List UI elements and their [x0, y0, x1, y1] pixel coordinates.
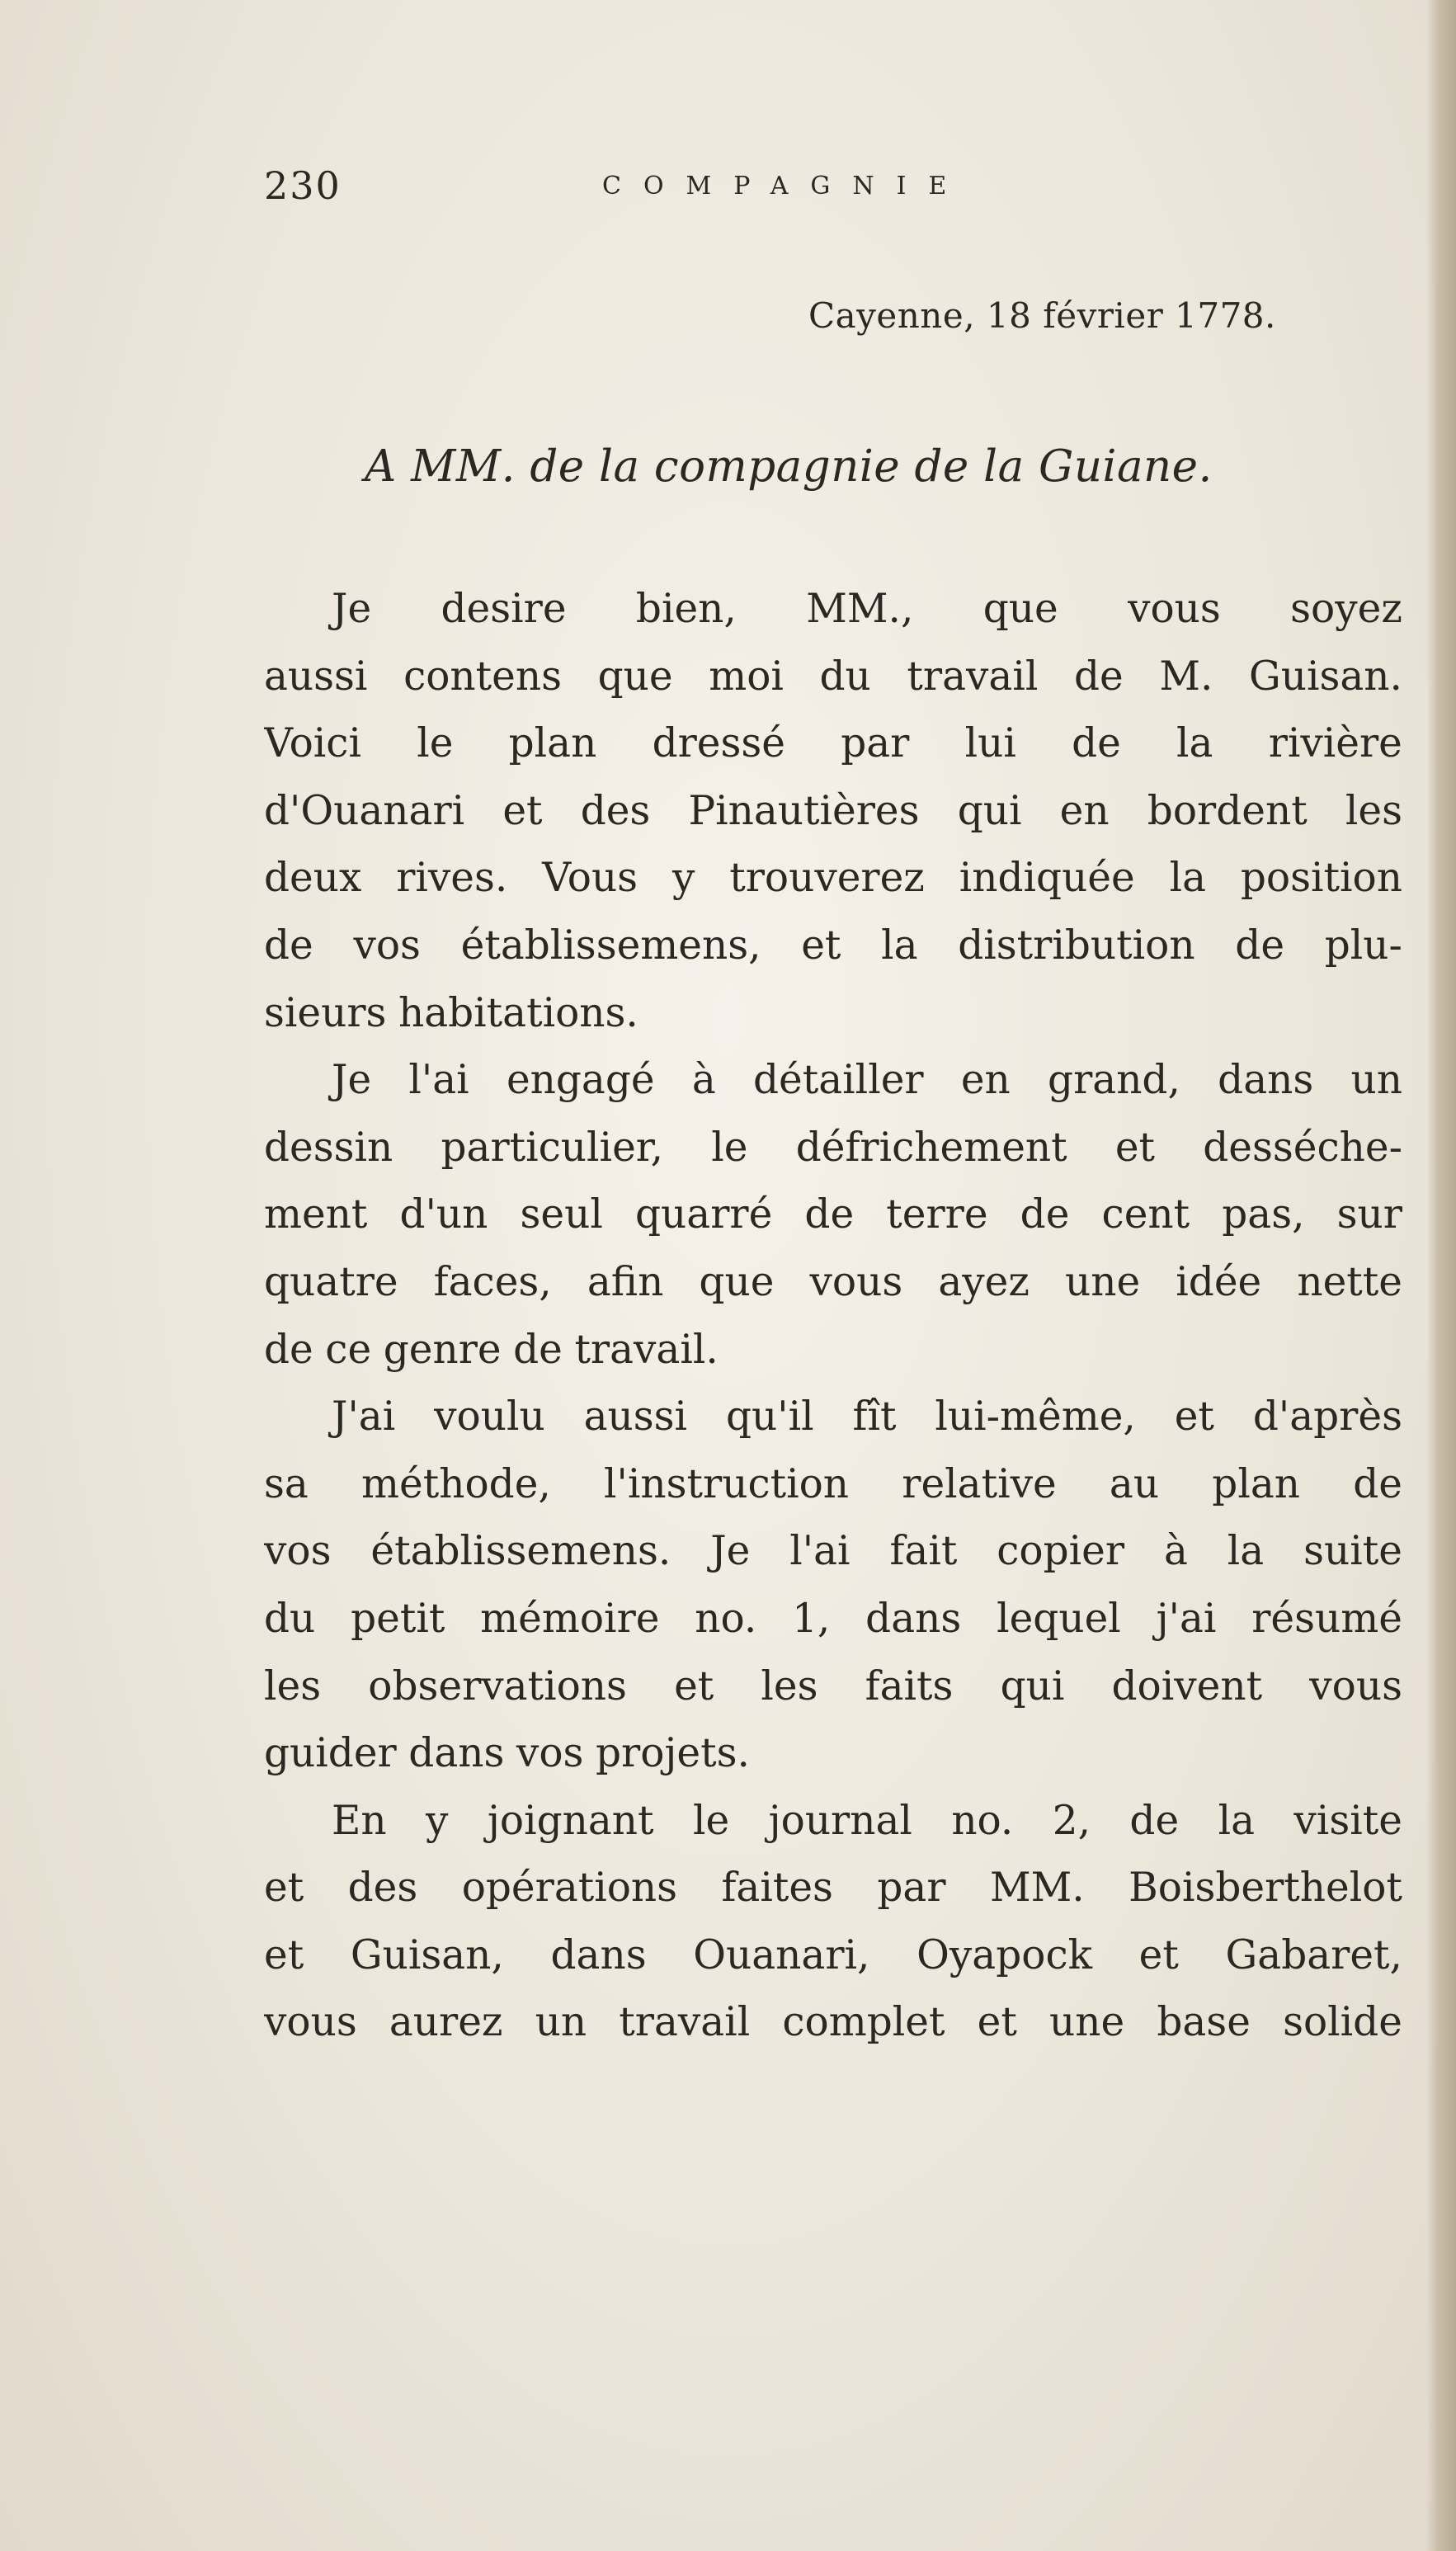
word: Je [332, 1057, 372, 1104]
word: le [692, 1797, 730, 1844]
word: suite [1303, 1528, 1402, 1575]
letter-dateline: Cayenne, 18 février 1778. [808, 295, 1276, 336]
word: travail [619, 1999, 751, 2046]
word: sa [264, 1460, 309, 1507]
word: l'instruction [604, 1460, 850, 1507]
word: Guisan, [350, 1931, 504, 1978]
word: faites [721, 1865, 833, 1912]
text-line [264, 644, 1402, 711]
word: aussi [583, 1393, 688, 1441]
word: no. [695, 1595, 757, 1642]
running-head: COMPAGNIE [602, 172, 969, 200]
word: dans [408, 1730, 505, 1777]
word: vous [1128, 586, 1221, 632]
text-line [264, 1047, 1402, 1115]
word: contens [403, 653, 562, 700]
text-line [264, 1384, 1402, 1451]
word: J'ai [332, 1393, 396, 1441]
word: par [841, 720, 910, 767]
word: ment [264, 1191, 368, 1238]
word: qu'il [725, 1393, 814, 1441]
word: établissemens, [460, 922, 761, 969]
letter-salutation: A MM. de la compagnie de la Guiane. [365, 441, 1213, 492]
word: et [674, 1662, 714, 1709]
text-line [264, 1788, 1402, 1855]
word: joignant [487, 1797, 654, 1844]
word: le [711, 1124, 748, 1171]
word: afin [587, 1258, 664, 1305]
word: pas, [1222, 1191, 1305, 1238]
word: de [1073, 653, 1124, 700]
word: les [761, 1662, 818, 1709]
word: y [426, 1797, 449, 1844]
word: l'ai [408, 1057, 469, 1104]
word: aussi [264, 653, 368, 700]
word: de [1129, 1797, 1180, 1844]
word: quarré [635, 1191, 773, 1238]
word: les [1345, 787, 1402, 834]
word: soyez [1290, 586, 1402, 632]
text-line [264, 1518, 1402, 1586]
word: une [1065, 1258, 1141, 1305]
word: et [502, 787, 543, 834]
word: bien, [635, 586, 737, 632]
text-line [264, 845, 1402, 912]
word: guider [264, 1730, 397, 1777]
word: de [264, 922, 313, 969]
word: MM., [806, 586, 914, 632]
word: qui [957, 787, 1022, 834]
word: la [881, 922, 918, 969]
word: que [597, 653, 673, 700]
word: faces, [433, 1258, 552, 1305]
word: Gabaret, [1225, 1931, 1402, 1978]
word: no. [951, 1797, 1014, 1844]
text-line [264, 1451, 1402, 1519]
word: d'après [1252, 1393, 1402, 1441]
word: dessin [264, 1124, 393, 1171]
word: un [535, 1999, 587, 2046]
word: lequel [997, 1595, 1121, 1642]
text-line [264, 576, 1402, 644]
word: la [1218, 1797, 1255, 1844]
word: desséche- [1203, 1124, 1402, 1171]
word: rives. [396, 855, 508, 902]
word: cent [1101, 1191, 1190, 1238]
word: desire [441, 586, 567, 632]
word: MM. [989, 1865, 1085, 1912]
word: et [801, 922, 841, 969]
page-number: 230 [264, 163, 342, 208]
word: En [332, 1797, 387, 1844]
word: vos [264, 1528, 332, 1575]
word: et [264, 1931, 304, 1978]
word: le [417, 720, 454, 767]
word: de [1072, 720, 1121, 767]
word: à [1163, 1528, 1188, 1575]
word: rivière [1268, 720, 1402, 767]
word: de [804, 1191, 855, 1238]
text-line [264, 912, 1402, 980]
text-line [264, 980, 1402, 1048]
page-header [264, 163, 1402, 213]
word: idée [1176, 1258, 1262, 1305]
word: Je [710, 1528, 751, 1575]
word: de [1235, 922, 1285, 969]
letter-body [264, 576, 1402, 2057]
word: un [1350, 1057, 1402, 1104]
word: fît [852, 1393, 897, 1441]
text-line [264, 1586, 1402, 1653]
word: Ouanari, [693, 1931, 870, 1978]
word: travail. [574, 1326, 719, 1373]
word: une [1049, 1999, 1125, 2046]
word: terre [886, 1191, 988, 1238]
word: faits [865, 1662, 954, 1709]
word: copier [997, 1528, 1125, 1575]
word: deux [264, 855, 362, 902]
word: que [982, 586, 1058, 632]
word: trouverez [729, 855, 925, 902]
word: dressé [652, 720, 785, 767]
word: des [580, 787, 651, 834]
word: dans [550, 1931, 647, 1978]
word: défrichement [795, 1124, 1067, 1171]
word: plu- [1324, 922, 1402, 969]
word: d'un [399, 1191, 488, 1238]
text-line [264, 1317, 1402, 1384]
word: lui [964, 720, 1016, 767]
word: dans [1218, 1057, 1314, 1104]
word: détailler [753, 1057, 924, 1104]
word: Voici [264, 720, 361, 767]
word: doivent [1111, 1662, 1263, 1709]
word: ce [325, 1326, 372, 1373]
text-line [264, 1249, 1402, 1317]
word: base [1157, 1999, 1251, 2046]
word: de [513, 1326, 563, 1373]
word: sur [1336, 1191, 1402, 1238]
word: travail [907, 653, 1039, 700]
word: établissemens. [370, 1528, 671, 1575]
word: plan [508, 720, 597, 767]
page-edge-shadow [1426, 0, 1456, 2551]
word: l'ai [789, 1528, 851, 1575]
word: au [1109, 1460, 1160, 1507]
word: et [264, 1865, 304, 1912]
word: de [1020, 1191, 1070, 1238]
word: la [1227, 1528, 1265, 1575]
text-line [264, 1720, 1402, 1788]
word: que [699, 1258, 775, 1305]
word: du [264, 1595, 316, 1642]
word: en [960, 1057, 1011, 1104]
word: Vous [542, 855, 638, 902]
word: et [977, 1999, 1017, 2046]
word: de [1353, 1460, 1402, 1507]
word: observations [368, 1662, 627, 1709]
word: vos [353, 922, 421, 969]
text-line [264, 1115, 1402, 1182]
word: en [1059, 787, 1110, 834]
word: et [1138, 1931, 1179, 1978]
text-line [264, 1989, 1402, 2057]
text-line [264, 1855, 1402, 1922]
word: et [1174, 1393, 1214, 1441]
word: la [1176, 720, 1213, 767]
word: moi [709, 653, 784, 700]
word: vous [809, 1258, 903, 1305]
word: Boisberthelot [1129, 1865, 1402, 1912]
word: à [691, 1057, 716, 1104]
word: lui-même, [935, 1393, 1136, 1441]
word: ayez [938, 1258, 1030, 1305]
word: visite [1293, 1797, 1402, 1844]
word: méthode, [361, 1460, 551, 1507]
word: relative [902, 1460, 1057, 1507]
word: projets. [595, 1730, 750, 1777]
word: des [347, 1865, 418, 1912]
word: de [264, 1326, 313, 1373]
word: nette [1297, 1258, 1402, 1305]
word: vous [1309, 1662, 1402, 1709]
word: du [819, 653, 871, 700]
word: 2, [1052, 1797, 1091, 1844]
word: Guisan. [1249, 653, 1402, 700]
word: vos [516, 1730, 584, 1777]
word: voulu [434, 1393, 545, 1441]
word: et [1114, 1124, 1156, 1171]
word: par [877, 1865, 946, 1912]
text-line [264, 1653, 1402, 1721]
word: dans [865, 1595, 962, 1642]
text-line [264, 1181, 1402, 1249]
word: sieurs [264, 989, 387, 1036]
word: journal [768, 1797, 912, 1844]
word: Je [332, 586, 372, 632]
word: j'ai [1156, 1595, 1217, 1642]
word: engagé [506, 1057, 655, 1104]
word: quatre [264, 1258, 398, 1305]
word: distribution [958, 922, 1195, 969]
text-line [264, 710, 1402, 778]
word: solide [1283, 1999, 1402, 2046]
word: seul [520, 1191, 603, 1238]
word: mémoire [480, 1595, 660, 1642]
word: complet [782, 1999, 945, 2046]
word: petit [351, 1595, 445, 1642]
word: la [1169, 855, 1207, 902]
word: genre [383, 1326, 502, 1373]
word: bordent [1147, 787, 1308, 834]
word: d'Ouanari [264, 787, 465, 834]
word: particulier, [441, 1124, 664, 1171]
word: fait [889, 1528, 958, 1575]
word: grand, [1048, 1057, 1180, 1104]
text-line [264, 778, 1402, 846]
word: aurez [389, 1999, 503, 2046]
word: 1, [792, 1595, 831, 1642]
word: qui [1000, 1662, 1065, 1709]
word: Oyapock [916, 1931, 1092, 1978]
word: plan [1212, 1460, 1300, 1507]
text-line [264, 1922, 1402, 1990]
word: Pinautières [688, 787, 920, 834]
word: y [671, 855, 695, 902]
word: les [264, 1662, 322, 1709]
word: résumé [1251, 1595, 1402, 1642]
word: vous [264, 1999, 357, 2046]
word: habitations. [398, 989, 638, 1036]
word: position [1240, 855, 1402, 902]
word: indiquée [959, 855, 1135, 902]
word: opérations [461, 1865, 678, 1912]
word: M. [1159, 653, 1213, 700]
